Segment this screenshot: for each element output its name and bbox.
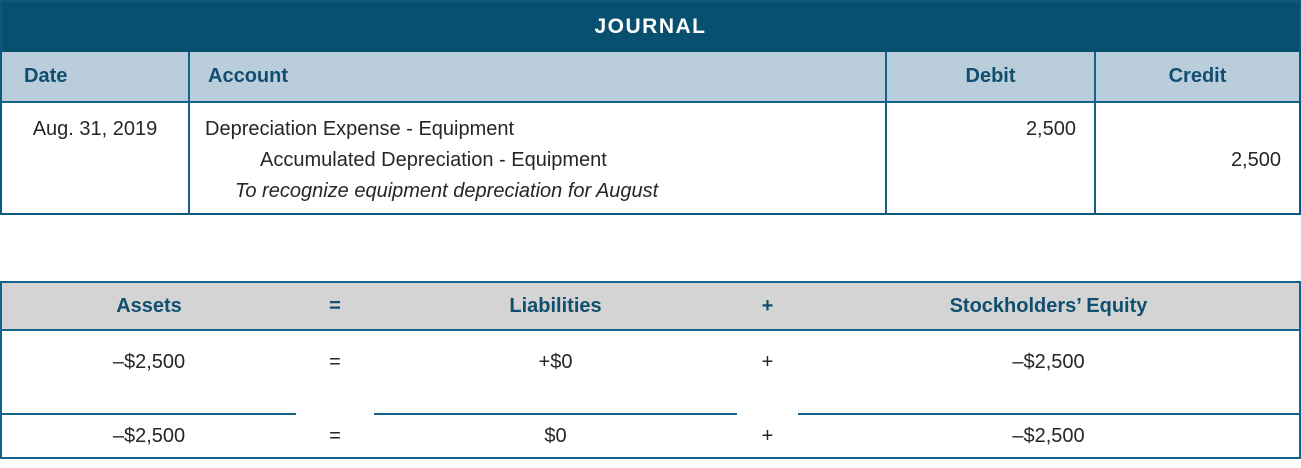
liabilities-change: +$0 — [538, 351, 573, 373]
credit-amount: 2,500 — [1230, 149, 1281, 171]
credit-account-name: Accumulated Depreciation - Equipment — [260, 149, 607, 171]
entry-account-cell — [190, 103, 887, 213]
equation-header-liabilities: Liabilities — [509, 294, 602, 317]
equation-header-row — [2, 283, 1299, 331]
stockholders-equity-change: –$2,500 — [1012, 351, 1085, 373]
debit-account-name: Depreciation Expense - Equipment — [205, 118, 515, 140]
equation-change-row — [2, 331, 1299, 413]
plus-sign: + — [761, 351, 774, 373]
equation-header-assets: Assets — [116, 294, 182, 317]
journal-table — [0, 0, 1301, 215]
equation-header-plus-sign: + — [761, 294, 774, 317]
column-header-credit: Credit — [1168, 65, 1227, 87]
plus-sign-total: + — [761, 424, 774, 447]
column-header-debit: Debit — [887, 52, 1096, 101]
debit-amount: 2,500 — [1025, 118, 1076, 140]
journal-title: JOURNAL — [2, 2, 1299, 52]
column-header-account: Account — [190, 52, 887, 101]
equals-sign: = — [329, 351, 341, 373]
entry-date: Aug. 31, 2019 — [2, 103, 190, 213]
entry-memo: To recognize equipment depreciation for August — [235, 180, 659, 202]
column-header-date: Date — [2, 52, 190, 101]
entry-debit-cell — [887, 103, 1096, 213]
assets-total: –$2,500 — [2, 413, 296, 457]
assets-change: –$2,500 — [112, 351, 186, 373]
equation-header-stockholders-equity: Stockholders’ Equity — [949, 294, 1148, 317]
journal-entry-row — [2, 103, 1299, 213]
stockholders-equity-total: –$2,500 — [798, 413, 1299, 457]
equation-header-equals-sign: = — [329, 294, 341, 317]
journal-header-row — [2, 52, 1299, 103]
liabilities-total: $0 — [374, 413, 737, 457]
equals-sign-total: = — [329, 424, 341, 447]
equation-total-row — [2, 413, 1299, 457]
entry-credit-cell — [1096, 103, 1299, 213]
accounting-equation-table — [0, 281, 1301, 459]
